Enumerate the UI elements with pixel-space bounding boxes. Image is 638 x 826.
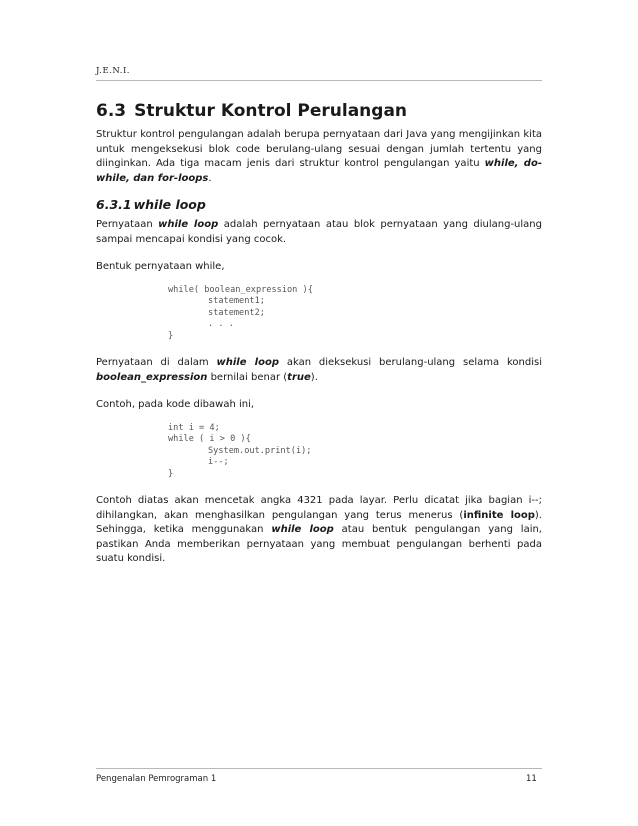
code-line: i--; [208, 457, 229, 467]
intro-emphasis: while, do-while, dan for-loops [96, 158, 542, 184]
example-code-block [168, 423, 542, 481]
para3-text-d: ). [310, 371, 318, 383]
subsection-title: while loop [133, 197, 206, 212]
running-header: J.E.N.I. [96, 66, 131, 76]
para1-text-a: Pernyataan [96, 219, 159, 230]
running-footer: Pengenalan Pemrograman 1 [96, 774, 217, 784]
syntax-intro-paragraph: Bentuk pernyataan while, [96, 261, 225, 272]
intro-paragraph [96, 128, 542, 186]
subsection-number: 6.3.1 [96, 197, 132, 212]
example-intro-paragraph: Contoh, pada kode dibawah ini, [96, 399, 255, 410]
para3-emphasis-loop: while loop [216, 357, 279, 368]
while-condition-paragraph [96, 356, 542, 385]
section-heading [96, 100, 542, 122]
para5-text-b: ). Sehingga, ketika menggunakan [96, 509, 542, 535]
while-definition-paragraph [96, 218, 542, 247]
para3-emphasis-expression: boolean_expression [96, 371, 208, 383]
para3-text-a: Pernyataan di dalam [96, 357, 217, 368]
para5-emphasis: while loop [271, 524, 334, 535]
syntax-code-block [168, 285, 542, 343]
page-content [96, 100, 542, 567]
section-number: 6.3 [96, 101, 127, 121]
code-line: } [168, 330, 174, 341]
intro-text: Struktur kontrol pengulangan adalah berupa pernyataan dari Java yang mengijinkan kita untuk mengeksekusi blok code berulang-ulang sesuai dengan jumlah tertentu yang diinginkan. Ada tiga macam jenis dari struktur kontrol pengulangan yaitu [96, 129, 542, 169]
footer-rule [96, 768, 542, 769]
subsection-heading [96, 197, 542, 213]
para3-text-b: akan dieksekusi berulang-ulang selama kondisi [279, 357, 542, 368]
para5-bold-infinite-loop: infinite loop [463, 509, 535, 521]
code-line: } [168, 468, 174, 479]
para5-text-c: atau bentuk pengulangan yang lain, pastikan Anda memberikan pernyataan yang membuat pengulangan berhenti pada suatu kondisi. [96, 524, 542, 564]
code-line: statement2; [208, 307, 265, 318]
code-line: . . . [208, 319, 234, 329]
section-title: Struktur Kontrol Perulangan [134, 101, 408, 121]
para5-text-a: Contoh diatas akan mencetak angka 4321 pada layar. Perlu dicatat jika bagian i--; dihilangkan, akan menghasilkan pengulangan yang terus menerus ( [96, 495, 542, 521]
header-rule [96, 80, 542, 81]
code-line: statement1; [208, 296, 265, 306]
code-line: int i = 4; [168, 422, 220, 433]
para1-emphasis: while loop [158, 219, 219, 230]
para1-text-b: adalah pernyataan atau blok pernyataan yang diulang-ulang sampai mencapai kondisi yang cocok. [96, 219, 542, 245]
para3-emphasis-true: true [287, 371, 311, 383]
example-explanation-paragraph [96, 494, 542, 567]
intro-end: . [208, 172, 212, 184]
para3-text-c: bernilai benar ( [207, 371, 288, 383]
code-line: while( boolean_expression ){ [168, 284, 313, 295]
code-line: while ( i > 0 ){ [168, 434, 251, 444]
page-number: 11 [526, 774, 537, 784]
code-line: System.out.print(i); [208, 445, 312, 456]
